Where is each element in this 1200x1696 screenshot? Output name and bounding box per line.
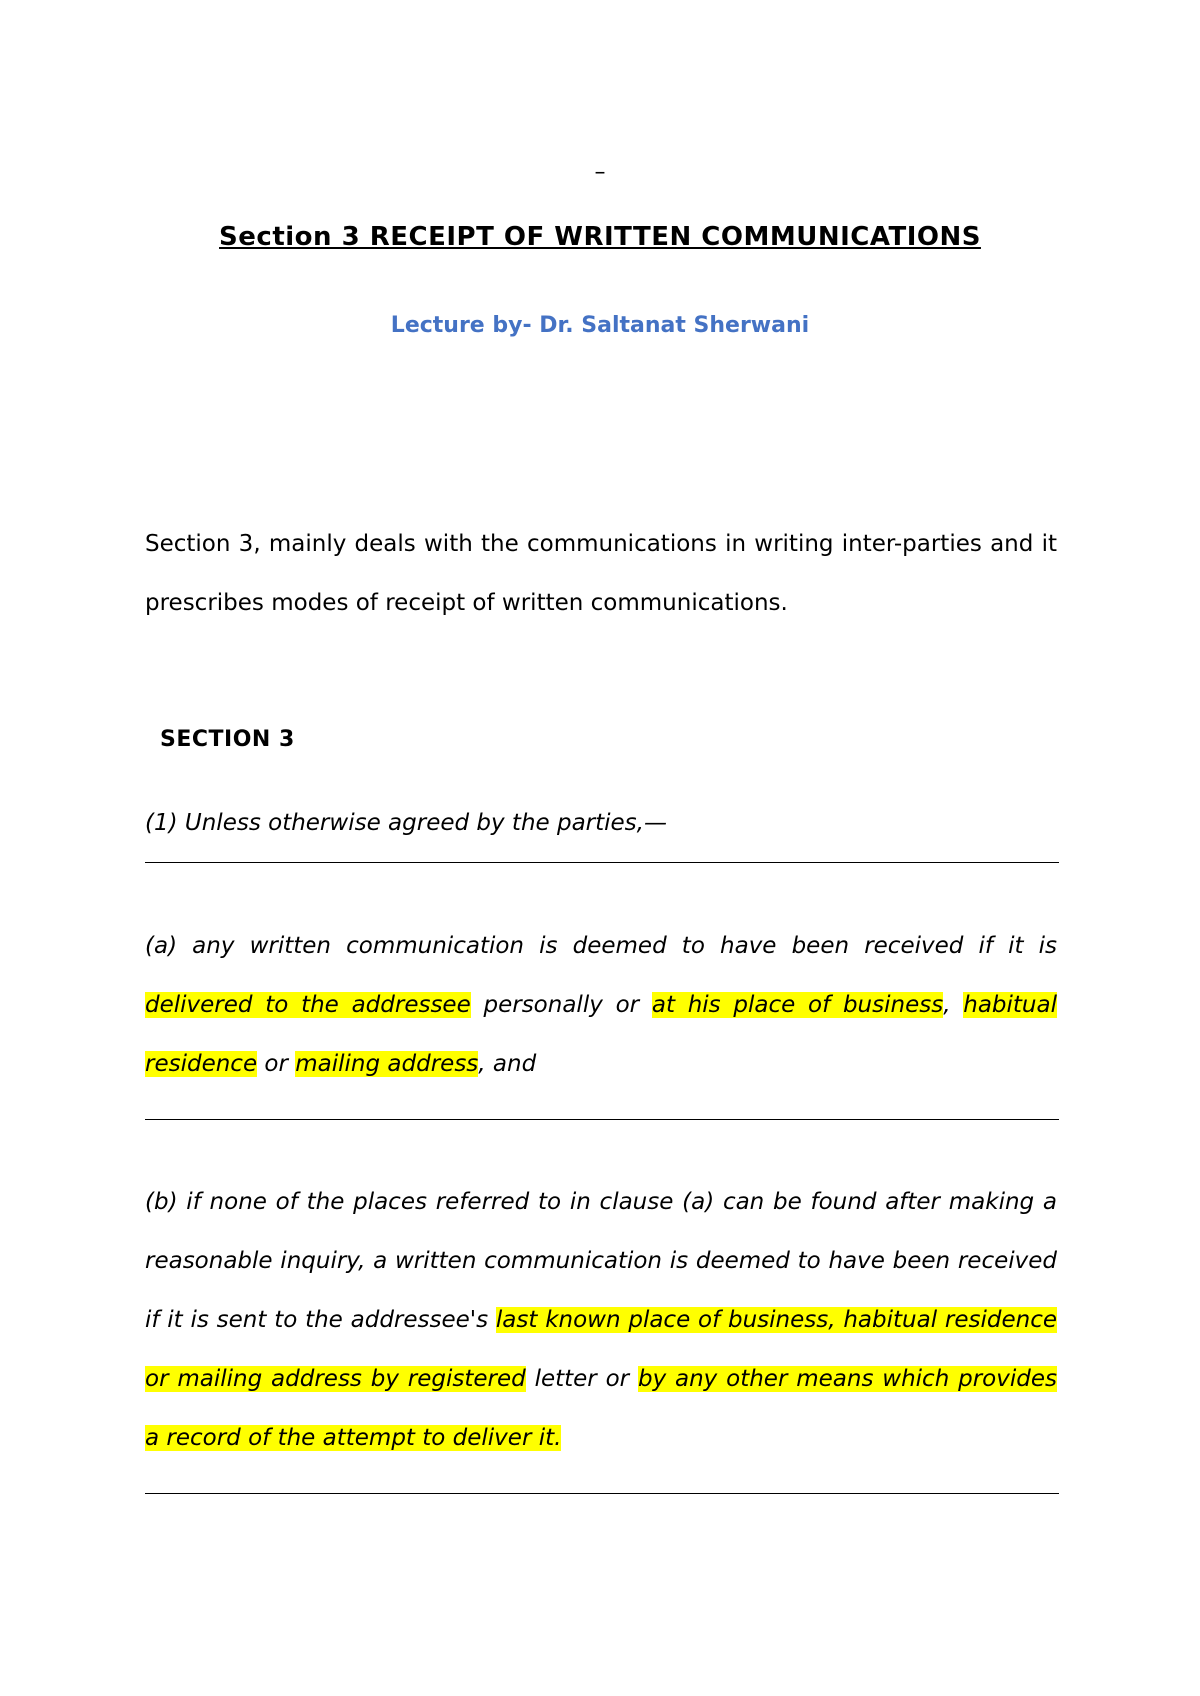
clause-a-paragraph	[145, 917, 1057, 1094]
lecture-byline: Lecture by- Dr. Saltanat Sherwani	[390, 313, 810, 338]
clause-a-text: or	[257, 1051, 296, 1077]
highlighted-text: delivered to the addressee	[145, 992, 471, 1018]
highlighted-text: habitual residence	[145, 992, 1057, 1077]
clause-1-text: (1) Unless otherwise agreed by the parties,—	[145, 810, 667, 836]
divider-line	[145, 1493, 1059, 1494]
highlighted-text: mailing address	[295, 1051, 479, 1077]
clause-b-text: (b) if none of the places referred to in clause (a) can be found after making a reasonable inquiry, a written communication is deemed to have been received if it is sent to the addressee's	[145, 1189, 1057, 1333]
clause-a-text: ,	[943, 992, 964, 1018]
clause-b-paragraph	[145, 1173, 1057, 1468]
clause-a-text: personally or	[470, 992, 652, 1018]
clause-a-text: (a) any written communication is deemed to have been received if it is	[145, 933, 1057, 959]
highlighted-text: at his place of business	[651, 992, 944, 1018]
clause-b-text: letter or	[525, 1366, 638, 1392]
clause-a-text: , and	[478, 1051, 537, 1077]
highlighted-text: last known place of business, habitual residence or mailing address by registered	[145, 1307, 1057, 1392]
section-heading: SECTION 3	[160, 727, 295, 752]
divider-line	[145, 862, 1059, 863]
divider-line	[145, 1119, 1059, 1120]
page-title: Section 3 RECEIPT OF WRITTEN COMMUNICATIONS	[219, 222, 981, 252]
highlighted-text: by any other means which provides a record of the attempt to deliver it.	[145, 1366, 1057, 1451]
top-dash-mark: –	[594, 160, 606, 185]
intro-paragraph: Section 3, mainly deals with the communications in writing inter-parties and it prescribes modes of receipt of written communications.	[145, 531, 1057, 616]
